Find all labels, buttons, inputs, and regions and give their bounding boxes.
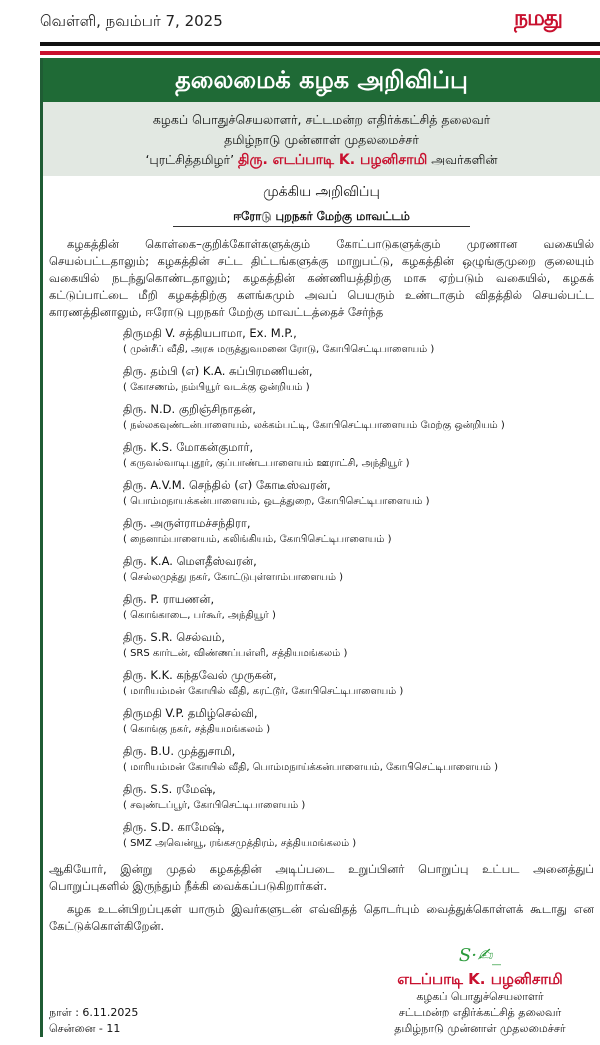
signatory-title-1: கழகப் பொதுச்செயலாளர் — [416, 990, 544, 1003]
list-item — [123, 325, 594, 363]
member-address: ( நல்லகவுண்டன்பாளையம், லக்கம்பட்டி, கோபிசெட்டிபாளையம் மேற்கு ஒன்றியம் ) — [123, 420, 505, 431]
list-item — [123, 819, 594, 857]
list-item — [123, 553, 594, 591]
signatory-title-2: சட்டமன்ற எதிர்க்கட்சித் தலைவர் — [398, 1006, 562, 1019]
byline-prefix: ‘புரட்சித்தமிழர்’ — [145, 152, 235, 167]
list-item — [123, 363, 594, 401]
list-item — [123, 477, 594, 515]
handwritten-signature: S·✍︎_ — [458, 945, 502, 966]
member-name: திரு. தம்பி (எ) K.A. சுப்பிரமணியன், — [123, 364, 313, 378]
list-item — [123, 515, 594, 553]
member-list — [43, 321, 600, 857]
member-name: திரு. அருள்ராமச்சந்திரா, — [123, 516, 251, 530]
member-name: திரு. P. ராயணன், — [123, 592, 215, 606]
member-name: திரு. A.V.M. செந்தில் (எ) கோடீஸ்வரன், — [123, 478, 331, 492]
list-item — [123, 439, 594, 477]
byline-suffix: அவர்களின் — [431, 152, 498, 167]
member-name: திரு. S.D. காமேஷ், — [123, 820, 225, 834]
member-name: திரு. B.U. முத்துசாமி, — [123, 744, 236, 758]
member-address: ( சவுண்டப்பூர், கோபிசெட்டிபாளையம் ) — [123, 800, 306, 811]
list-item — [123, 705, 594, 743]
member-name: திரு. S.R. செல்வம், — [123, 630, 226, 644]
member-name: திரு. N.D. குறிஞ்சிநாதன், — [123, 402, 256, 416]
closing-paragraph-2: கழக உடன்பிறப்புகள் யாரும் இவர்களுடன் எவ்விதத் தொடர்பும் வைத்துக்கொள்ளக் கூடாது என கேட்டுக்கொள்கிறேன். — [49, 902, 594, 933]
newspaper-logo: நமது — [514, 6, 562, 31]
member-name: திருமதி V.P. தமிழ்செல்வி, — [123, 706, 258, 720]
announcement-title: தலைமைக் கழக அறிவிப்பு — [43, 58, 600, 102]
member-address: ( SMZ அவென்யூ, ரங்கசமுத்திரம், சத்தியமங்கலம் ) — [123, 838, 357, 849]
member-address: ( செல்லமுத்து நகர், கோட்டுபுள்ளாம்பாளையம் ) — [123, 572, 344, 583]
signatory-name: எடப்பாடி K. பழனிசாமி — [397, 970, 563, 988]
member-address: ( கருவல்வாடிபுதூர், குப்பாண்டபாளையம் ஊராட்சி, அந்தியூர் ) — [123, 458, 410, 469]
issue-date: நாள் : 6.11.2025 — [49, 1006, 139, 1019]
issue-place: சென்னை - 11 — [49, 1022, 121, 1035]
district-title: ஈரோடு புறநகர் மேற்கு மாவட்டம் — [173, 209, 470, 227]
intro-paragraph: கழகத்தின் கொள்கை–குறிக்கோள்களுக்கும் கோட்பாடுகளுக்கும் முரணான வகையில் செயல்பட்டதாலும்; கழகத்தின் சட்ட திட்டங்களுக்கு மாறுபட்டு, கழகத்தின் ஒழுங்குமுறை குலையும் வகையில் நடந்துகொண்டதாலும்; கழகத்தின் கண்ணியத்திற்கு மாசு ஏற்படும் வகையில், கழகக் கட்டுப்பாட்டை மீறி கழகத்திற்கு களங்கமும் அவப் பெயரும் உண்டாகும் விதத்தில் செயல்பட்ட காரணத்தினாலும், ஈரோடு புறநகர் மேற்கு மாவட்டத்தைச் சேர்ந்த — [49, 237, 594, 319]
announcement-panel — [40, 58, 600, 1037]
list-item — [123, 629, 594, 667]
member-address: ( கொங்கு நகர், சத்தியமங்கலம் ) — [123, 724, 271, 735]
closing-paragraph-1: ஆகியோர், இன்று முதல் கழகத்தின் அடிப்படை உறுப்பினர் பொறுப்பு உட்பட அனைத்துப் பொறுப்புகளில் இருந்தும் நீக்கி வைக்கப்படுகிறார்கள். — [49, 862, 594, 893]
member-address: ( கோசணம், நம்பியூர் வடக்கு ஒன்றியம் ) — [123, 382, 310, 393]
publication-date: வெள்ளி, நவம்பர் 7, 2025 — [40, 12, 223, 30]
member-address: ( SRS கார்டன், விண்ணப்பள்ளி, சத்தியமங்கலம் ) — [123, 648, 348, 659]
member-address: ( முன்சீப் வீதி, அரசு மருத்துவமனை ரோடு, கோபிசெட்டிபாளையம் ) — [123, 344, 435, 355]
member-name: திரு. K.S. மோகன்குமார், — [123, 440, 254, 454]
member-address: ( மாரியம்மன் கோயில் வீதி, பொம்மநாய்க்கன்பாளையம், கோபிசெட்டிபாளையம் ) — [123, 762, 498, 773]
member-name: திருமதி V. சத்தியபாமா, Ex. M.P., — [123, 326, 297, 340]
footer — [49, 1005, 138, 1037]
member-name: திரு. K.A. மௌதீஸ்வரன், — [123, 554, 257, 568]
list-item — [123, 667, 594, 705]
member-address: ( பொம்மநாயக்கன்பாளையம், ஒடத்துறை, கோபிசெட்டிபாளையம் ) — [123, 496, 430, 507]
byline-line1: கழகப் பொதுச்செயலாளர், சட்டமன்ற எதிர்க்கட்சித் தலைவர் — [152, 112, 491, 127]
byline — [43, 102, 600, 176]
divider-red — [40, 51, 600, 55]
list-item — [123, 401, 594, 439]
list-item — [123, 781, 594, 819]
leader-name: திரு. எடப்பாடி K. பழனிசாமி — [238, 152, 428, 168]
signatory-title-3: தமிழ்நாடு முன்னாள் முதலமைச்சர் — [394, 1022, 566, 1035]
signature-block — [380, 945, 580, 1037]
member-name: திரு. S.S. ரமேஷ், — [123, 782, 216, 796]
notice-title: முக்கிய அறிவிப்பு — [263, 184, 380, 200]
divider-black — [40, 42, 600, 46]
member-address: ( மாரியம்மன் கோயில் வீதி, கரட்டூர், கோபிசெட்டிபாளையம் ) — [123, 686, 404, 697]
closing — [43, 857, 600, 935]
byline-line2: தமிழ்நாடு முன்னாள் முதலமைச்சர் — [224, 132, 419, 147]
masthead — [0, 0, 600, 58]
list-item — [123, 743, 594, 781]
member-address: ( கொங்காடை, பர்கூர், அந்தியூர் ) — [123, 610, 276, 621]
footer-row — [43, 941, 600, 1037]
member-address: ( நைனாம்பாளையம், கலிங்கியம், கோபிசெட்டிபாளையம் ) — [123, 534, 392, 545]
list-item — [123, 591, 594, 629]
member-name: திரு. K.K. கந்தவேல் முருகன், — [123, 668, 277, 682]
